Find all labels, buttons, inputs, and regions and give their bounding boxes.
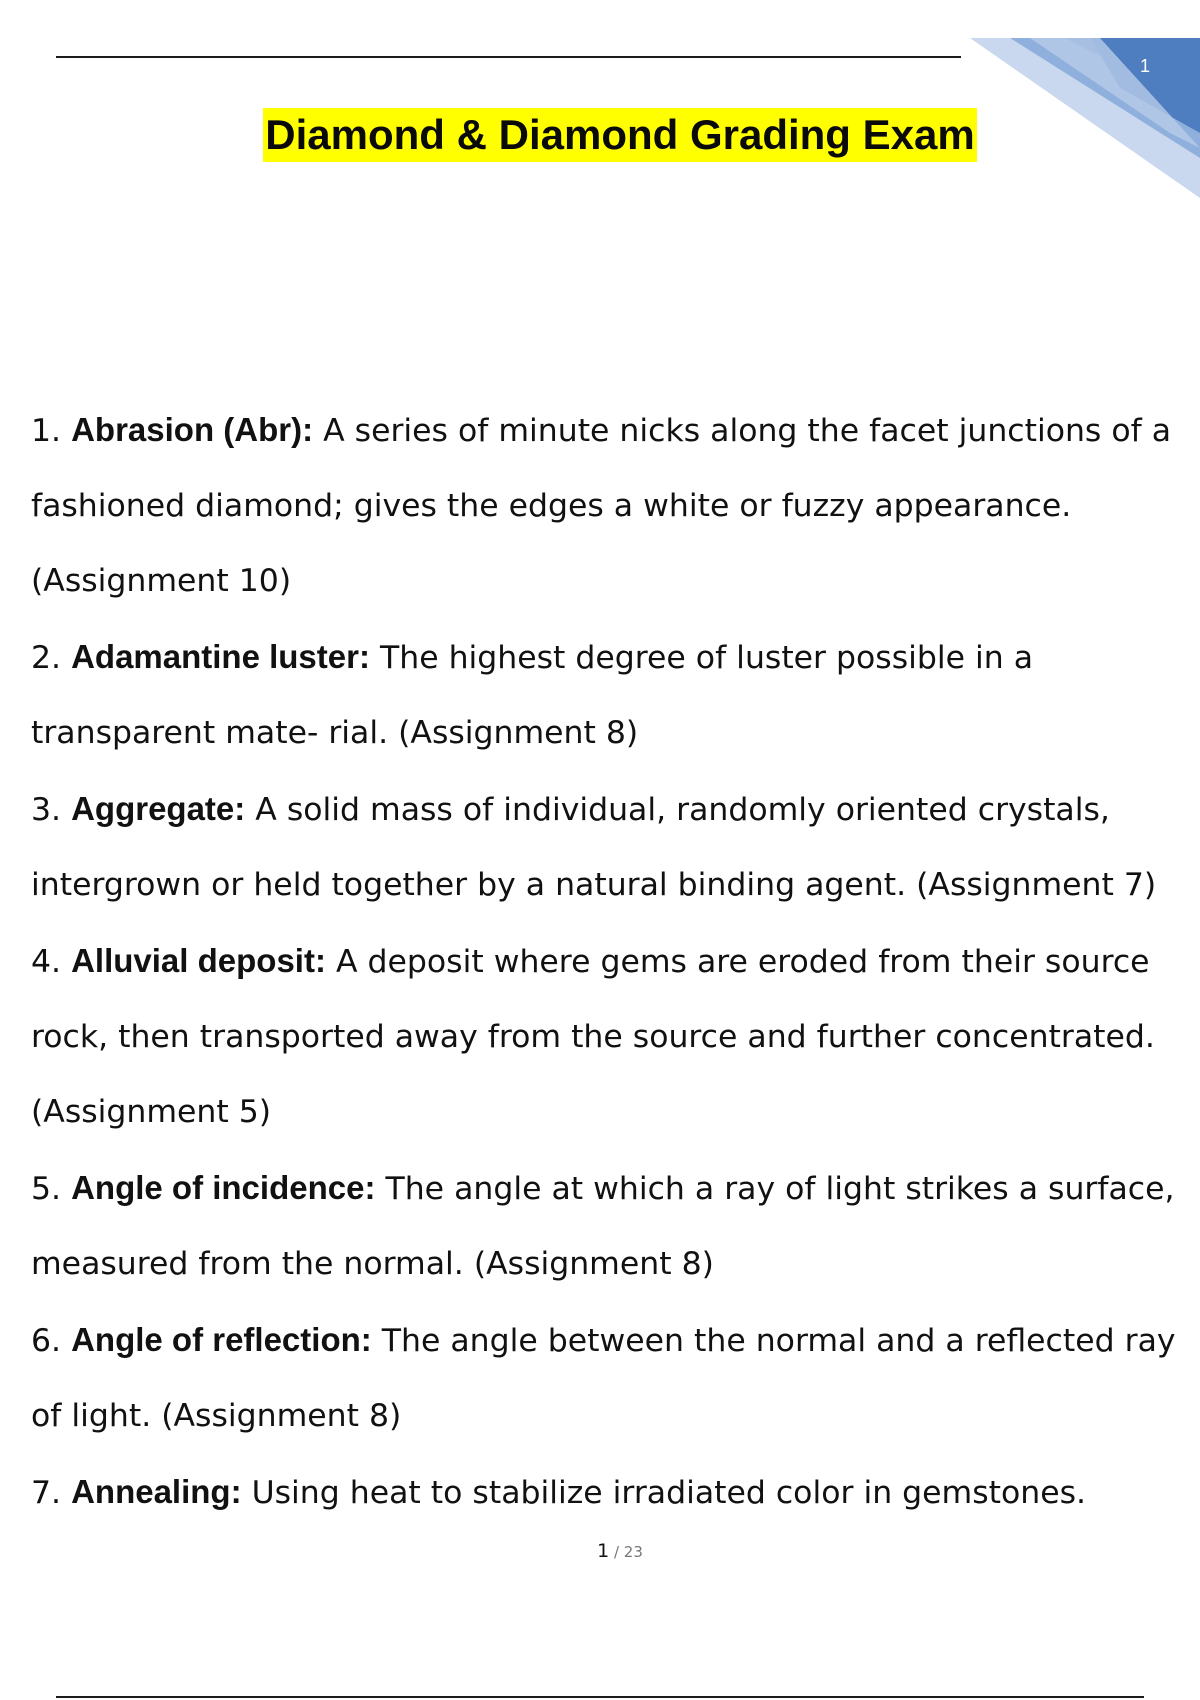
glossary-item xyxy=(31,1454,1181,1531)
term-number: 5. xyxy=(31,1171,62,1207)
term-number: 2. xyxy=(31,640,62,676)
glossary-item xyxy=(31,619,1181,771)
page-counter-separator: / xyxy=(609,1543,624,1561)
glossary-item xyxy=(31,1150,1181,1302)
term-name: Aggregate: xyxy=(71,790,246,827)
term-name: Angle of incidence: xyxy=(71,1169,376,1206)
document-title: Diamond & Diamond Grading Exam xyxy=(263,108,976,162)
title-container xyxy=(0,108,1200,162)
page-counter xyxy=(0,1540,1200,1562)
term-name: Abrasion (Abr): xyxy=(71,411,314,448)
page-counter-total: 23 xyxy=(623,1543,643,1561)
glossary-item xyxy=(31,1302,1181,1454)
term-definition: A series of minute nicks along the facet junctions of a fashioned diamond; gives the edges a white or fuzzy appearance. (Assignment 10) xyxy=(31,413,1172,599)
glossary-item xyxy=(31,923,1181,1150)
term-name: Alluvial deposit: xyxy=(71,942,326,979)
page-counter-current: 1 xyxy=(597,1540,610,1562)
term-number: 3. xyxy=(31,792,62,828)
term-number: 6. xyxy=(31,1323,62,1359)
term-number: 7. xyxy=(31,1475,62,1511)
term-definition: The angle between the normal and a reflected ray of light. (Assignment 8) xyxy=(31,1323,1176,1434)
term-name: Annealing: xyxy=(71,1473,242,1510)
header-rule xyxy=(56,56,961,58)
term-definition: A deposit where gems are eroded from their source rock, then transported away from the source and further concentrated. (Assignment 5) xyxy=(31,944,1155,1130)
term-definition: A solid mass of individual, randomly oriented crystals, intergrown or held together by a natural binding agent. (Assignment 7) xyxy=(31,792,1157,903)
term-number: 4. xyxy=(31,944,62,980)
footer-rule xyxy=(56,1696,1144,1698)
glossary-item xyxy=(31,392,1181,619)
glossary-list xyxy=(31,392,1181,1531)
term-name: Adamantine luster: xyxy=(71,638,370,675)
term-definition: The highest degree of luster possible in a transparent mate- rial. (Assignment 8) xyxy=(31,640,1034,751)
term-number: 1. xyxy=(31,413,62,449)
term-definition: The angle at which a ray of light strikes a surface, measured from the normal. (Assignment 8) xyxy=(31,1171,1175,1282)
glossary-item xyxy=(31,771,1181,923)
corner-page-number: 1 xyxy=(1139,56,1150,76)
term-definition: Using heat to stabilize irradiated color in gemstones. xyxy=(241,1475,1087,1511)
term-name: Angle of reflection: xyxy=(71,1321,372,1358)
